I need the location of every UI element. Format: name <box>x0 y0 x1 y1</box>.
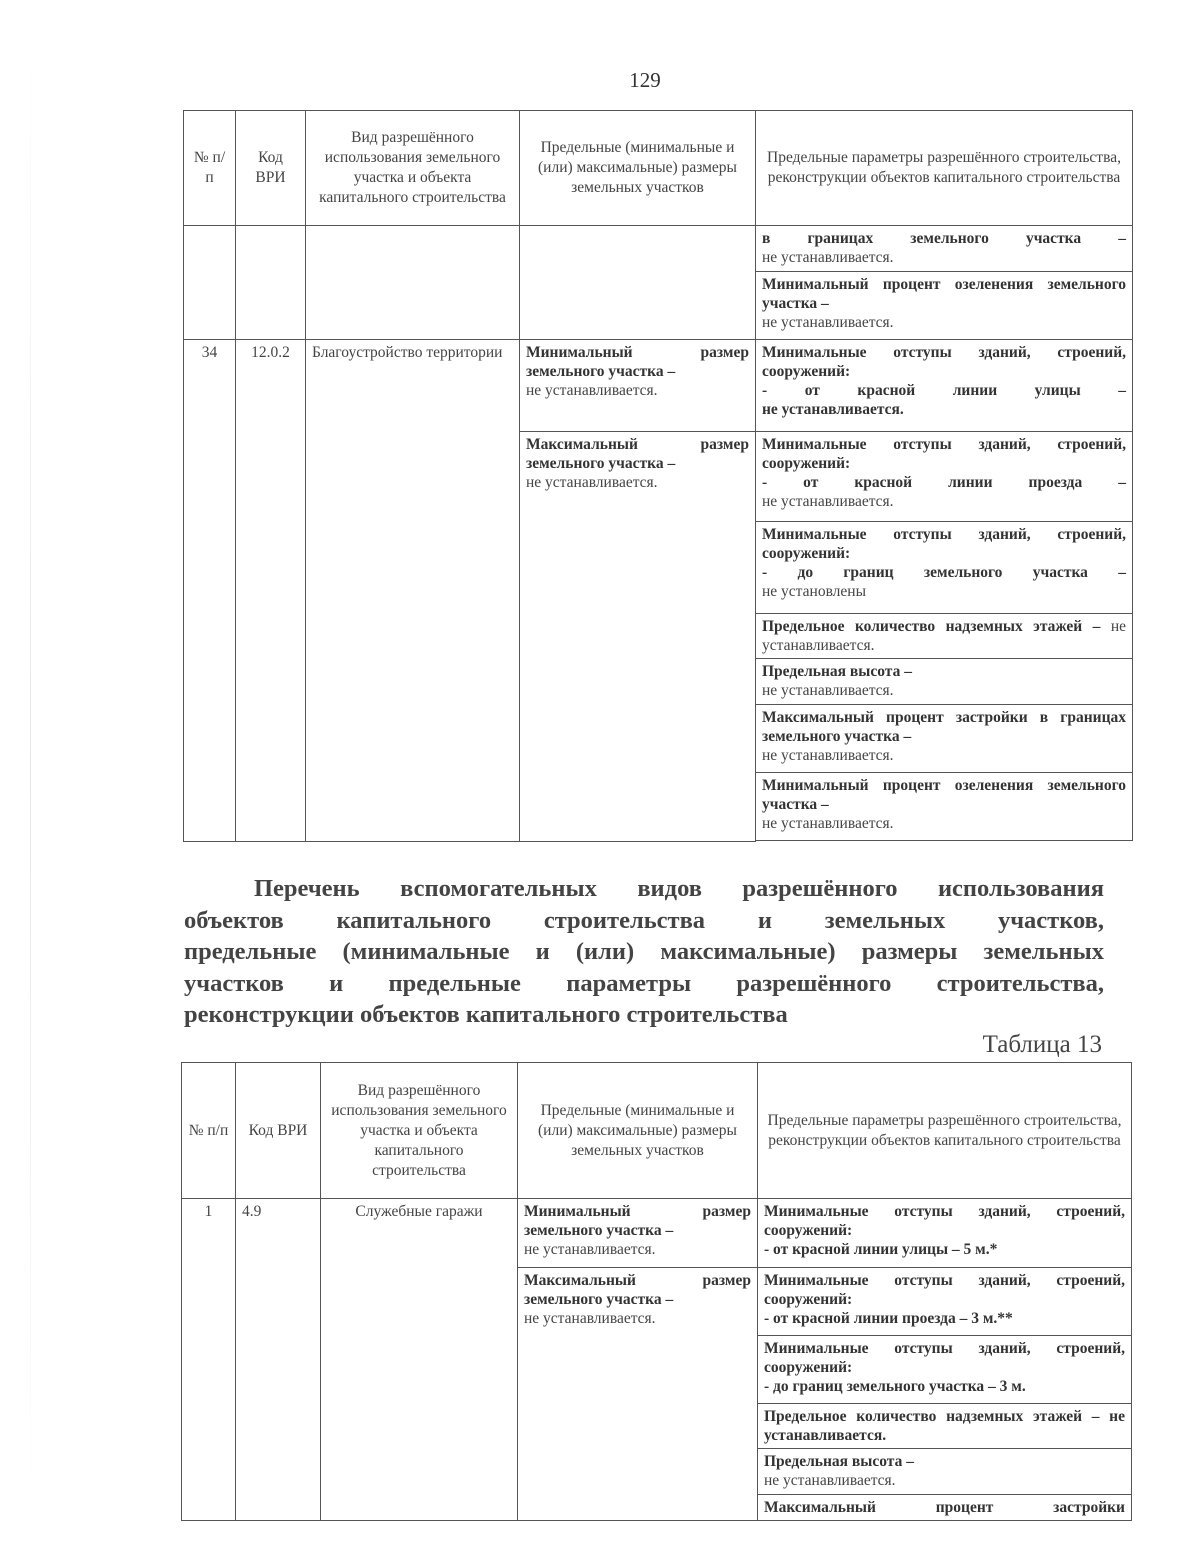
col-header-num: № п/п <box>182 1063 236 1199</box>
param-cell: Минимальные отступы зданий, строений, сооружений: - от красной линии улицы – не устанавливается. <box>756 340 1133 432</box>
col-header-use-type: Вид разрешённого использования земельного участка и объекта капитального строительства <box>321 1063 518 1199</box>
row-number: 34 <box>184 340 236 842</box>
table-label: Таблица 13 <box>982 1031 1102 1058</box>
table-row <box>184 226 1133 272</box>
col-header-code: Код ВРИ <box>236 1063 321 1199</box>
min-size-cell: Минимальный размер земельного участка – не устанавливается. <box>518 1199 758 1268</box>
min-size-cell: Минимальный размер земельного участка – не устанавливается. <box>520 340 756 432</box>
max-size-cell: Максимальный размер земельного участка – не устанавливается. <box>518 1268 758 1521</box>
param-cell: Минимальные отступы зданий, строений, сооружений: - до границ земельного участка – не установлены <box>756 522 1133 614</box>
row-number: 1 <box>182 1199 236 1521</box>
col-header-build-params: Предельные параметры разрешённого строительства, реконструкции объектов капитального строительства <box>758 1063 1132 1199</box>
param-cell: Максимальный процент застройки в границах земельного участка – не устанавливается. <box>756 705 1133 773</box>
param-cell: Минимальные отступы зданий, строений, сооружений: - от красной линии улицы – 5 м.* <box>758 1199 1132 1268</box>
param-cell: Минимальные отступы зданий, строений, сооружений: - от красной линии проезда – 3 м.** <box>758 1268 1132 1336</box>
table-row <box>182 1199 1132 1268</box>
param-cell: Предельное количество надземных этажей – не устанавливается. <box>758 1404 1132 1449</box>
col-header-plot-sizes: Предельные (минимальные и (или) максимальные) размеры земельных участков <box>518 1063 758 1199</box>
section-heading: Перечень вспомогательных видов разрешённого использования объектов капитального строительства и земельных участков, предельные (минимальные и (или) максимальные) размеры земельных участков и предельные параметры разрешённого строительства, реконструкции объектов капитального строительства <box>184 875 1104 1028</box>
param-cell: Минимальные отступы зданий, строений, сооружений: - от красной линии проезда – не устанавливается. <box>756 432 1133 522</box>
col-header-plot-sizes: Предельные (минимальные и (или) максимальные) размеры земельных участков <box>520 111 756 226</box>
param-cell: Минимальные отступы зданий, строений, сооружений: - до границ земельного участка – 3 м. <box>758 1336 1132 1404</box>
col-header-num: № п/п <box>184 111 236 226</box>
col-header-code: Код ВРИ <box>236 111 306 226</box>
scan-edge-shadow <box>30 30 31 1520</box>
row-use-name: Благоустройство территории <box>306 340 520 842</box>
auxiliary-uses-table <box>181 1062 1132 1521</box>
max-size-cell: Максимальный размер земельного участка – не устанавливается. <box>520 432 756 842</box>
zoning-table-continued <box>183 110 1133 842</box>
param-cell: в границах земельного участка – не устанавливается. <box>756 226 1133 272</box>
row-code: 12.0.2 <box>236 340 306 842</box>
param-cell: Минимальный процент озеленения земельного участка – не устанавливается. <box>756 272 1133 340</box>
table-row <box>184 340 1133 432</box>
table-header-row <box>184 111 1133 226</box>
param-cell: Предельная высота – не устанавливается. <box>756 659 1133 705</box>
param-cell: Максимальный процент застройки <box>758 1495 1132 1521</box>
param-cell: Предельная высота – не устанавливается. <box>758 1449 1132 1495</box>
row-code: 4.9 <box>236 1199 321 1521</box>
table-header-row <box>182 1063 1132 1199</box>
col-header-use-type: Вид разрешённого использования земельного участка и объекта капитального строительства <box>306 111 520 226</box>
row-use-name: Служебные гаражи <box>321 1199 518 1521</box>
page-number: 129 <box>629 68 661 92</box>
col-header-build-params: Предельные параметры разрешённого строительства, реконструкции объектов капитального строительства <box>756 111 1133 226</box>
param-cell: Предельное количество надземных этажей – не устанавливается. <box>756 614 1133 659</box>
param-cell: Минимальный процент озеленения земельного участка – не устанавливается. <box>756 773 1133 841</box>
